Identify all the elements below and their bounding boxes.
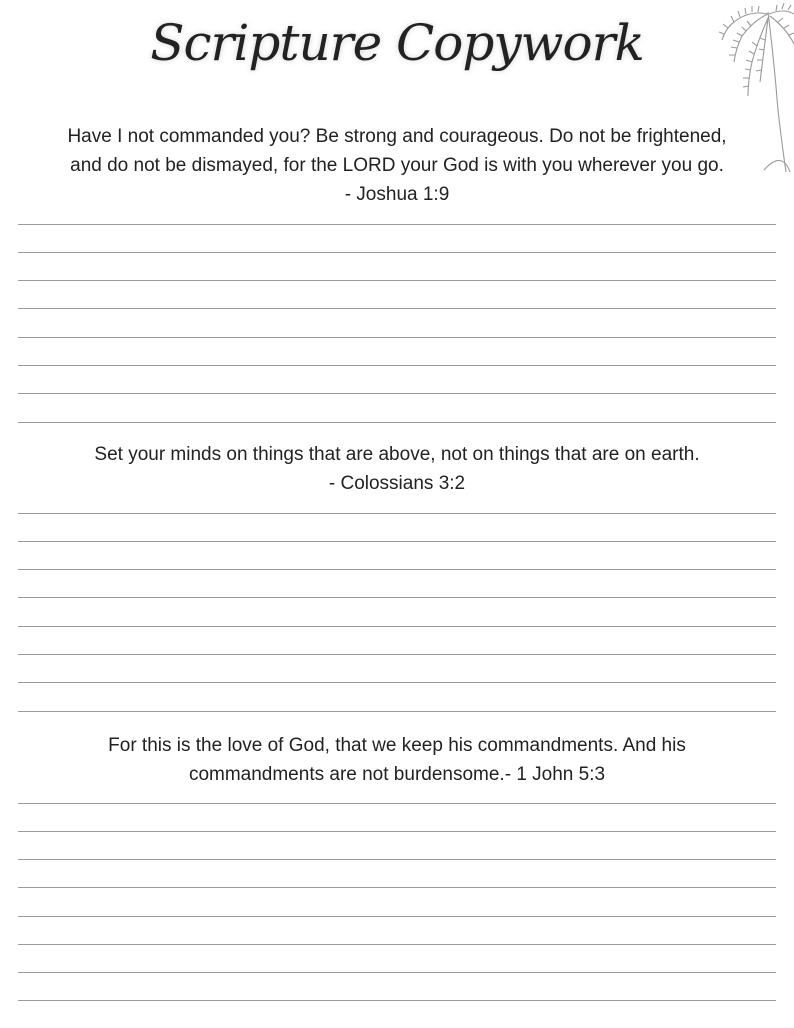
verse-text-line: Have I not commanded you? Be strong and courageous. Do not be frightened,	[67, 126, 727, 147]
writing-line[interactable]	[18, 393, 776, 394]
writing-line[interactable]	[18, 711, 776, 712]
writing-line[interactable]	[18, 337, 776, 338]
writing-line[interactable]	[18, 654, 776, 655]
writing-line[interactable]	[18, 972, 776, 973]
writing-line[interactable]	[18, 513, 776, 514]
writing-line[interactable]	[18, 682, 776, 683]
verse-block	[30, 122, 764, 209]
writing-line[interactable]	[18, 365, 776, 366]
verse-reference: - Joshua 1:9	[344, 184, 450, 205]
writing-line[interactable]	[18, 422, 776, 423]
writing-line[interactable]	[18, 597, 776, 598]
writing-line[interactable]	[18, 1000, 776, 1001]
writing-line[interactable]	[18, 280, 776, 281]
verse-reference: - Colossians 3:2	[328, 473, 466, 494]
writing-line[interactable]	[18, 252, 776, 253]
verse-text-line: and do not be dismayed, for the LORD your God is with you wherever you go.	[70, 155, 724, 176]
page-title: Scripture Copywork	[150, 14, 644, 72]
verse-text-line: For this is the love of God, that we keep his commandments. And his	[108, 735, 686, 756]
writing-line[interactable]	[18, 887, 776, 888]
writing-line[interactable]	[18, 944, 776, 945]
verse-block	[30, 440, 764, 498]
writing-line[interactable]	[18, 859, 776, 860]
verse-text-line: commandments are not burdensome.- 1 John 5:3	[188, 764, 606, 785]
verse-block	[30, 731, 764, 789]
writing-line[interactable]	[18, 308, 776, 309]
verse-text-line: Set your minds on things that are above, not on things that are on earth.	[94, 444, 700, 465]
writing-line[interactable]	[18, 224, 776, 225]
writing-line[interactable]	[18, 803, 776, 804]
writing-line[interactable]	[18, 626, 776, 627]
writing-line[interactable]	[18, 569, 776, 570]
writing-line[interactable]	[18, 541, 776, 542]
writing-line[interactable]	[18, 916, 776, 917]
writing-line[interactable]	[18, 831, 776, 832]
